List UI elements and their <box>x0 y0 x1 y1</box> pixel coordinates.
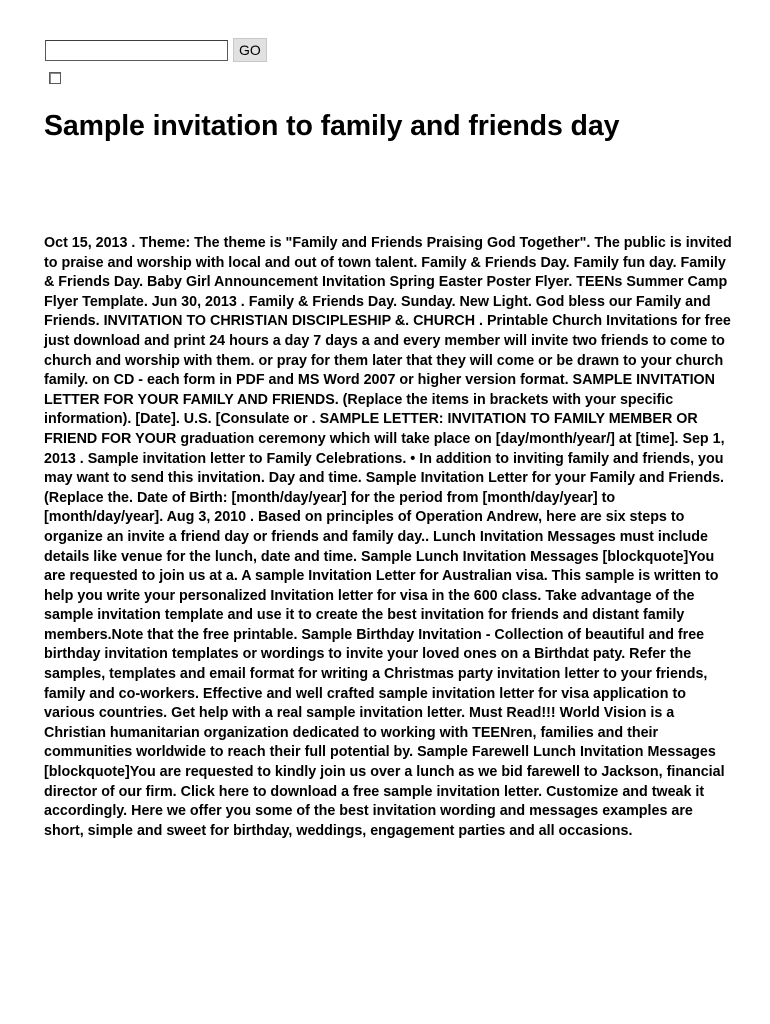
search-form <box>45 38 267 62</box>
search-input[interactable] <box>45 40 228 61</box>
article-body: Oct 15, 2013 . Theme: The theme is "Family and Friends Praising God Together". The public is invited to praise and worship with local and out of town talent. Family & Friends Day. Family fun day. Family & Friends Day. Baby Girl Announcement Invitation Spring Easter Poster Flyer. TEENs Summer Camp Flyer Template. Jun 30, 2013 . Family & Friends Day. Sunday. New Light. God bless our Family and Friends. INVITATION TO CHRISTIAN DISCIPLESHIP &. CHURCH . Printable Church Invitations for free just download and print 24 hours a day 7 days a and every member will invite two friends to come to church and worship with them. or pray for them later that they will come or be drawn to your church family. on CD - each form in PDF and MS Word 2007 or higher version format. SAMPLE INVITATION LETTER FOR YOUR FAMILY AND FRIENDS. (Replace the items in brackets with your specific information). [Date]. U.S. [Consulate or . SAMPLE LETTER: INVITATION TO FAMILY MEMBER OR FRIEND FOR YOUR graduation ceremony which will take place on [day/month/year/] at [time]. Sep 1, 2013 . Sample invitation letter to Family Celebrations. • In addition to inviting family and friends, you may want to send this invitation. Day and time. Sample Invitation Letter for your Family and Friends. (Replace the. Date of Birth: [month/day/year] for the period from [month/day/year] to [month/day/year]. Aug 3, 2010 . Based on principles of Operation Andrew, here are six steps to organize an invite a friend day or friends and family day.. Lunch Invitation Messages must include details like venue for the lunch, date and time. Sample Lunch Invitation Messages [blockquote]You are requested to join us at a. A sample Invitation Letter for Australian visa. This sample is written to help you write your personalized Invitation letter for visa in the 600 class. Take advantage of the sample invitation template and use it to create the best invitation for friends and distant family members.Note that the free printable. Sample Birthday Invitation - Collection of beautiful and free birthday invitation templates or wordings to invite your loved ones on a Birthdat paty. Refer the samples, templates and email format for writing a Christmas party invitation letter to your friends, family and co-workers. Effective and well crafted sample invitation letter for visa application to various countries. Get help with a real sample invitation letter. Must Read!!! World Vision is a Christian humanitarian organization dedicated to working with TEENren, families and their communities worldwide to reach their full potential by. Sample Farewell Lunch Invitation Messages [blockquote]You are requested to kindly join us over a lunch as we bid farewell to Jackson, financial director of our firm. Click here to download a free sample invitation letter. Customize and tweak it accordingly. Here we offer you some of the best invitation wording and messages examples are short, simple and sweet for birthday, weddings, engagement parties and all occasions. <box>44 235 732 839</box>
page-title: Sample invitation to family and friends day <box>44 110 620 142</box>
checkbox[interactable] <box>49 72 61 84</box>
go-button[interactable]: GO <box>233 38 267 62</box>
